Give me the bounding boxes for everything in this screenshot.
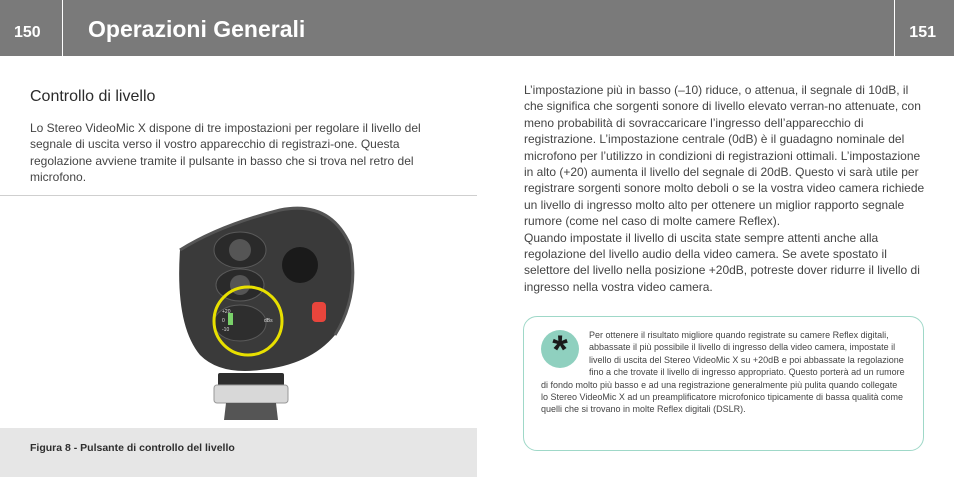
paragraph-2: Quando impostate il livello di uscita state sempre attenti anche alla regolazione del livello audio della video camera. Se avete spostato il selettore del livello nella posizione +20dB, potreste dover ridurre il livello di ingresso nella vostra video camera. — [524, 230, 920, 294]
header-divider-right — [894, 0, 895, 56]
label-minus10: -10 — [222, 327, 230, 333]
label-zero: 0 — [222, 318, 225, 324]
page-title: Operazioni Generali — [88, 16, 306, 42]
rear-port — [282, 247, 318, 283]
figure-caption: Figura 8 - Pulsante di controllo del livello — [30, 442, 235, 454]
shoe-foot — [224, 403, 278, 420]
section-divider — [0, 195, 477, 196]
label-db: dBs — [264, 318, 273, 324]
asterisk-icon: * — [552, 328, 568, 372]
note-text-block — [541, 329, 906, 416]
note-text: Per ottenere il risultato migliore quando registrate su camere Reflex digitali, abbassate il più possibile il livello di ingresso della video camera, impostate il livello di uscita del Stereo VideoMic X su +20dB e poi abbassate la regolazione fino a che trovate il livello di ingresso appropriato. Questo porterà ad un rumore di fondo molto più basso e ad una registrazione generalmente più pulita quando collegate lo Stereo VideoMic X ad un preamplificatore microfonico tipicamente di bassa qualità come quelli che si trovano in molte Reflex digitali (DSLR). — [541, 330, 905, 415]
header-divider-left — [62, 0, 63, 56]
led-red — [312, 302, 326, 322]
page-header — [0, 0, 954, 56]
label-plus20: +20 — [222, 309, 231, 315]
mic-body — [179, 208, 353, 371]
paragraph-1: L’impostazione più in basso (–10) riduce, o attenua, il segnale di 10dB, il che significa che sorgenti sonore di livello elevato verran-no attenuate, con meno probabilità di sovraccaricare l’ingresso dell’apparecchio di registrazione. L’impostazione centrale (0dB) è il guadagno nominale del microfono per l’utilizzo in condizioni di registrazioni ottimali. L’impostazione in alto (+20) aumenta il livello del segnale di 20dB. Questo vi sarà utile per registrare sorgenti sonore molto deboli o se la vostra video camera richiede un livello di ingresso molto alto per ottenere un miglior rapporto segnale rumore (come nel caso di molte camere Reflex). — [524, 83, 925, 229]
section-heading: Controllo di livello — [30, 88, 156, 105]
shoe-mount-ring — [214, 385, 288, 403]
right-column-text — [524, 82, 928, 295]
intro-paragraph: Lo Stereo VideoMic X dispone di tre impostazioni per regolare il livello del segnale di uscita verso il vostro apparecchio di registrazi-one. Questa regolazione avviene tramite il pulsante in basso che si trova nel retro del microfono. — [30, 121, 421, 185]
page-number-left: 150 — [14, 24, 41, 41]
page-number-right: 151 — [909, 24, 936, 41]
microphone-illustration — [160, 205, 370, 425]
